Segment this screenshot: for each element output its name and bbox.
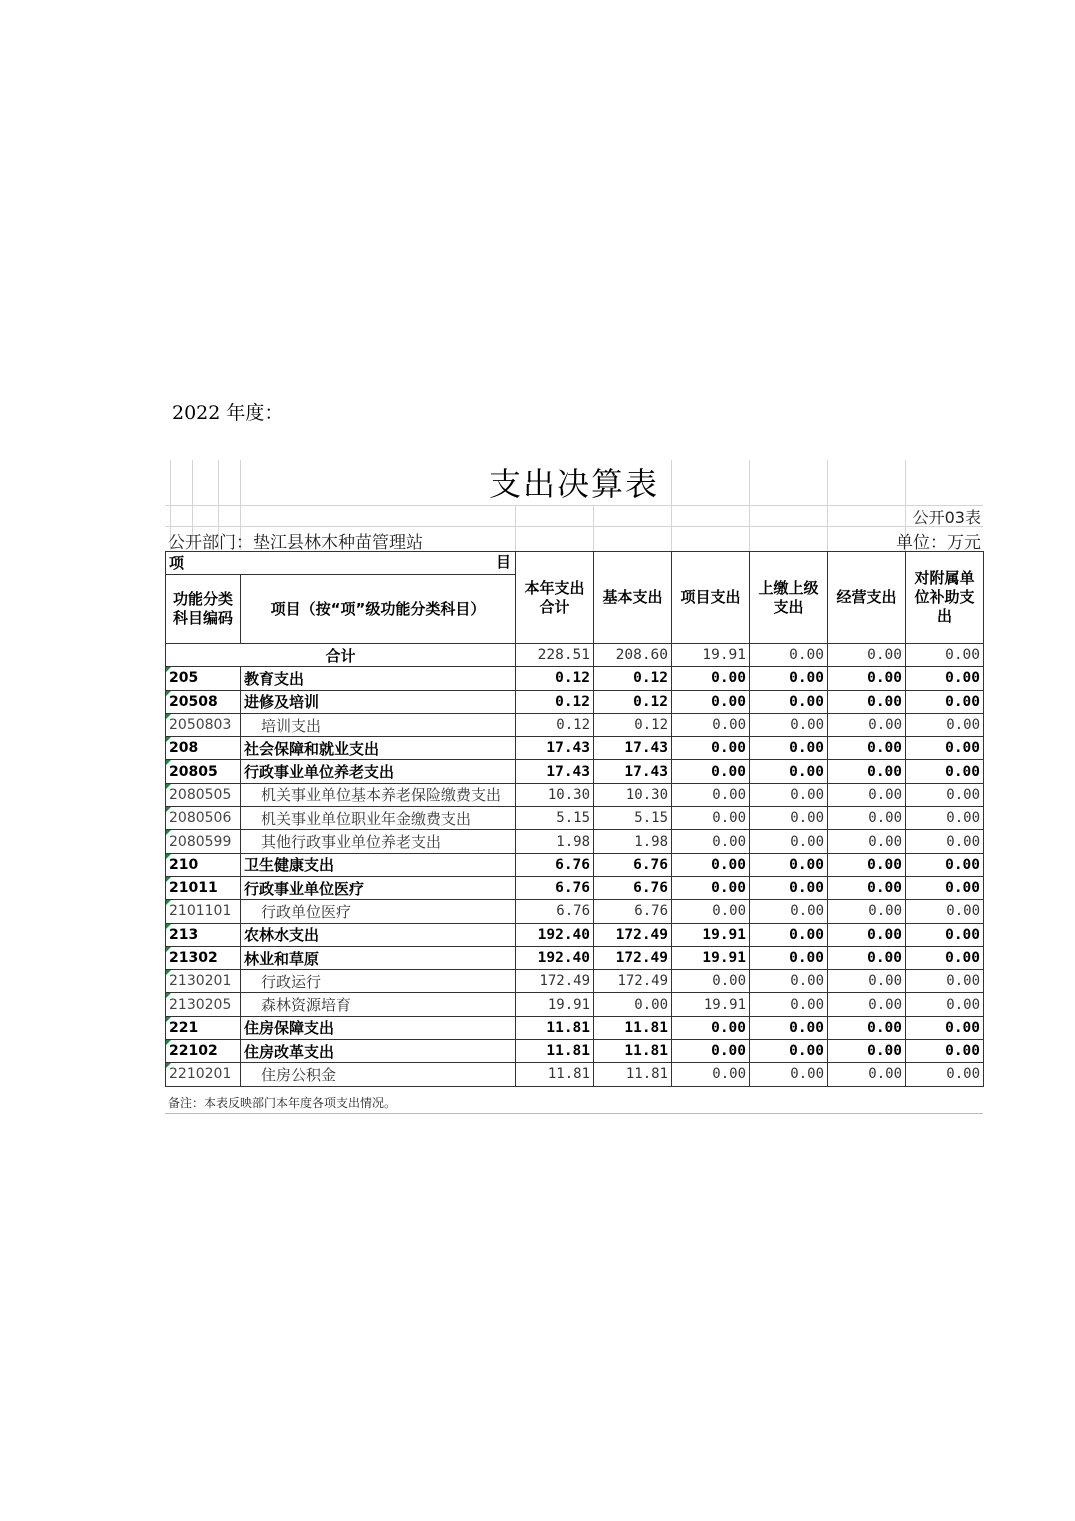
expenditure-table: [165, 551, 984, 1087]
col-total-header: 本年支出合计: [516, 552, 594, 644]
table-row: [166, 923, 984, 946]
row-value: 0.00: [828, 1063, 906, 1086]
row-value: 0.00: [750, 970, 828, 993]
table-row: [166, 993, 984, 1016]
col-business-header: 经营支出: [828, 552, 906, 644]
row-value: 17.43: [594, 737, 672, 760]
table-row: [166, 876, 984, 899]
row-value: 0.00: [906, 876, 984, 899]
row-code: 21302: [166, 946, 241, 969]
row-value: 0.00: [750, 1063, 828, 1086]
row-value: 0.00: [828, 970, 906, 993]
row-value: 0.00: [906, 830, 984, 853]
row-value: 0.00: [906, 970, 984, 993]
row-value: 19.91: [672, 923, 750, 946]
row-value: 0.00: [672, 970, 750, 993]
row-value: 0.00: [906, 760, 984, 783]
row-value: 0.00: [672, 783, 750, 806]
row-value: 0.00: [906, 807, 984, 830]
row-value: 0.00: [750, 783, 828, 806]
total-label: 合计: [166, 644, 516, 667]
row-value: 0.12: [594, 713, 672, 736]
row-value: 0.00: [828, 946, 906, 969]
row-value: 0.00: [672, 807, 750, 830]
row-value: 6.76: [516, 853, 594, 876]
total-cell: 0.00: [828, 644, 906, 667]
row-code: 208: [166, 737, 241, 760]
row-name: 农林水支出: [241, 923, 516, 946]
row-name: 卫生健康支出: [241, 853, 516, 876]
row-value: 0.00: [672, 900, 750, 923]
row-value: 0.00: [672, 1063, 750, 1086]
total-cell: 228.51: [516, 644, 594, 667]
row-value: 19.91: [672, 993, 750, 1016]
row-value: 5.15: [594, 807, 672, 830]
row-code: 2080505: [166, 783, 241, 806]
row-value: 0.00: [906, 667, 984, 690]
row-value: 172.49: [594, 970, 672, 993]
row-value: 0.00: [672, 876, 750, 899]
row-code: 2080599: [166, 830, 241, 853]
row-value: 0.00: [750, 760, 828, 783]
row-value: 0.00: [828, 876, 906, 899]
row-value: 0.00: [906, 690, 984, 713]
row-value: 0.00: [594, 993, 672, 1016]
row-value: 0.00: [828, 667, 906, 690]
mu-label: 目: [496, 553, 512, 571]
table-row: [166, 1063, 984, 1086]
row-value: 11.81: [516, 1040, 594, 1063]
table-body: [166, 667, 984, 1086]
sheet-bottom-line: [165, 1113, 983, 1114]
row-value: 0.00: [750, 807, 828, 830]
row-name: 机关事业单位职业年金缴费支出: [241, 807, 516, 830]
row-value: 0.00: [672, 760, 750, 783]
row-value: 0.00: [906, 853, 984, 876]
row-code: 2130201: [166, 970, 241, 993]
table-row: [166, 900, 984, 923]
col-basic-header: 基本支出: [594, 552, 672, 644]
col-upper-header: 上缴上级支出: [750, 552, 828, 644]
table-row: [166, 970, 984, 993]
row-value: 0.00: [750, 737, 828, 760]
row-name: 林业和草原: [241, 946, 516, 969]
row-name: 进修及培训: [241, 690, 516, 713]
row-value: 6.76: [594, 853, 672, 876]
row-name: 机关事业单位基本养老保险缴费支出: [241, 783, 516, 806]
row-name: 住房保障支出: [241, 1016, 516, 1039]
row-value: 0.12: [516, 667, 594, 690]
row-value: 0.00: [750, 853, 828, 876]
row-value: 0.00: [672, 690, 750, 713]
row-code: 22102: [166, 1040, 241, 1063]
expenditure-sheet: [165, 460, 983, 1116]
row-value: 0.00: [828, 1016, 906, 1039]
row-value: 0.12: [594, 667, 672, 690]
row-value: 192.40: [516, 923, 594, 946]
row-value: 6.76: [516, 876, 594, 899]
row-value: 172.49: [516, 970, 594, 993]
total-cell: 208.60: [594, 644, 672, 667]
row-value: 0.00: [672, 667, 750, 690]
row-value: 0.00: [750, 667, 828, 690]
header-row-top: [166, 552, 984, 575]
table-row: [166, 853, 984, 876]
row-value: 0.00: [828, 853, 906, 876]
row-value: 0.00: [906, 946, 984, 969]
total-cell: 0.00: [906, 644, 984, 667]
row-value: 10.30: [594, 783, 672, 806]
row-name: 行政事业单位医疗: [241, 876, 516, 899]
row-name: 森林资源培育: [241, 993, 516, 1016]
row-value: 6.76: [516, 900, 594, 923]
row-value: 17.43: [516, 760, 594, 783]
table-row: [166, 737, 984, 760]
total-cell: 0.00: [750, 644, 828, 667]
row-value: 0.00: [750, 900, 828, 923]
row-value: 0.00: [750, 830, 828, 853]
table-title: 支出决算表: [488, 465, 659, 503]
table-row: [166, 946, 984, 969]
row-value: 0.00: [828, 900, 906, 923]
table-row: [166, 760, 984, 783]
total-cell: 19.91: [672, 644, 750, 667]
row-value: 17.43: [594, 760, 672, 783]
row-value: 0.00: [750, 690, 828, 713]
row-name: 行政单位医疗: [241, 900, 516, 923]
row-value: 6.76: [594, 900, 672, 923]
row-value: 11.81: [516, 1016, 594, 1039]
row-name: 行政事业单位养老支出: [241, 760, 516, 783]
row-value: 0.00: [750, 993, 828, 1016]
row-value: 0.00: [672, 830, 750, 853]
row-value: 5.15: [516, 807, 594, 830]
row-value: 1.98: [594, 830, 672, 853]
row-code: 213: [166, 923, 241, 946]
row-value: 19.91: [516, 993, 594, 1016]
row-name: 社会保障和就业支出: [241, 737, 516, 760]
row-code: 2101101: [166, 900, 241, 923]
row-value: 0.00: [828, 760, 906, 783]
row-value: 0.00: [906, 713, 984, 736]
row-name: 培训支出: [241, 713, 516, 736]
row-value: 0.00: [750, 1016, 828, 1039]
row-name: 住房改革支出: [241, 1040, 516, 1063]
row-code: 20508: [166, 690, 241, 713]
unit-label: 单位：万元: [896, 533, 981, 553]
row-value: 0.00: [828, 923, 906, 946]
row-code: 21011: [166, 876, 241, 899]
row-value: 0.00: [828, 690, 906, 713]
row-name: 行政运行: [241, 970, 516, 993]
row-value: 0.00: [906, 923, 984, 946]
row-value: 0.00: [906, 900, 984, 923]
col-project-header: 项目支出: [672, 552, 750, 644]
row-value: 0.00: [672, 1016, 750, 1039]
form-code: 公开03表: [912, 508, 981, 527]
total-row: [166, 644, 984, 667]
row-code: 2080506: [166, 807, 241, 830]
row-value: 0.00: [828, 1040, 906, 1063]
row-value: 0.00: [828, 783, 906, 806]
footnote: 备注：本表反映部门本年度各项支出情况。: [168, 1096, 397, 1110]
row-value: 172.49: [594, 946, 672, 969]
row-code: 20805: [166, 760, 241, 783]
table-row: [166, 690, 984, 713]
row-code: 205: [166, 667, 241, 690]
row-value: 19.91: [672, 946, 750, 969]
row-value: 0.00: [750, 923, 828, 946]
row-value: 0.12: [594, 690, 672, 713]
row-value: 0.00: [750, 876, 828, 899]
row-value: 172.49: [594, 923, 672, 946]
table-row: [166, 713, 984, 736]
row-value: 0.00: [828, 737, 906, 760]
row-value: 0.00: [750, 1040, 828, 1063]
row-value: 0.00: [906, 1016, 984, 1039]
row-value: 0.12: [516, 713, 594, 736]
row-value: 0.00: [672, 1040, 750, 1063]
row-value: 11.81: [594, 1040, 672, 1063]
row-value: 11.81: [594, 1016, 672, 1039]
row-code: 210: [166, 853, 241, 876]
row-value: 0.00: [906, 1040, 984, 1063]
row-name: 教育支出: [241, 667, 516, 690]
col-code-header: 功能分类科目编码: [166, 575, 241, 644]
row-value: 6.76: [594, 876, 672, 899]
col-subsidy-header: 对附属单位补助支出: [906, 552, 984, 644]
row-value: 0.00: [906, 1063, 984, 1086]
row-value: 0.00: [906, 737, 984, 760]
row-value: 0.00: [750, 713, 828, 736]
row-value: 0.12: [516, 690, 594, 713]
row-code: 2050803: [166, 713, 241, 736]
row-value: 0.00: [828, 807, 906, 830]
table-row: [166, 1040, 984, 1063]
row-value: 0.00: [672, 713, 750, 736]
row-code: 221: [166, 1016, 241, 1039]
xiang-label: 项: [169, 553, 185, 572]
table-row: [166, 807, 984, 830]
year-heading: 2022 年度：: [172, 402, 284, 424]
department-label: 公开部门：垫江县林木种苗管理站: [168, 533, 423, 553]
row-value: 0.00: [828, 993, 906, 1016]
row-value: 11.81: [516, 1063, 594, 1086]
row-value: 192.40: [516, 946, 594, 969]
row-value: 11.81: [594, 1063, 672, 1086]
row-name: 其他行政事业单位养老支出: [241, 830, 516, 853]
row-value: 0.00: [828, 713, 906, 736]
table-row: [166, 1016, 984, 1039]
table-row: [166, 783, 984, 806]
row-value: 0.00: [906, 783, 984, 806]
row-name: 住房公积金: [241, 1063, 516, 1086]
table-row: [166, 830, 984, 853]
row-value: 0.00: [906, 993, 984, 1016]
row-value: 1.98: [516, 830, 594, 853]
row-value: 0.00: [672, 853, 750, 876]
row-value: 0.00: [828, 830, 906, 853]
row-value: 10.30: [516, 783, 594, 806]
row-code: 2210201: [166, 1063, 241, 1086]
row-value: 0.00: [672, 737, 750, 760]
row-value: 0.00: [750, 946, 828, 969]
row-value: 17.43: [516, 737, 594, 760]
col-name-header: 项目（按“项”级功能分类科目）: [241, 575, 516, 644]
table-row: [166, 667, 984, 690]
xiang-mu-header: [166, 552, 516, 575]
row-code: 2130205: [166, 993, 241, 1016]
